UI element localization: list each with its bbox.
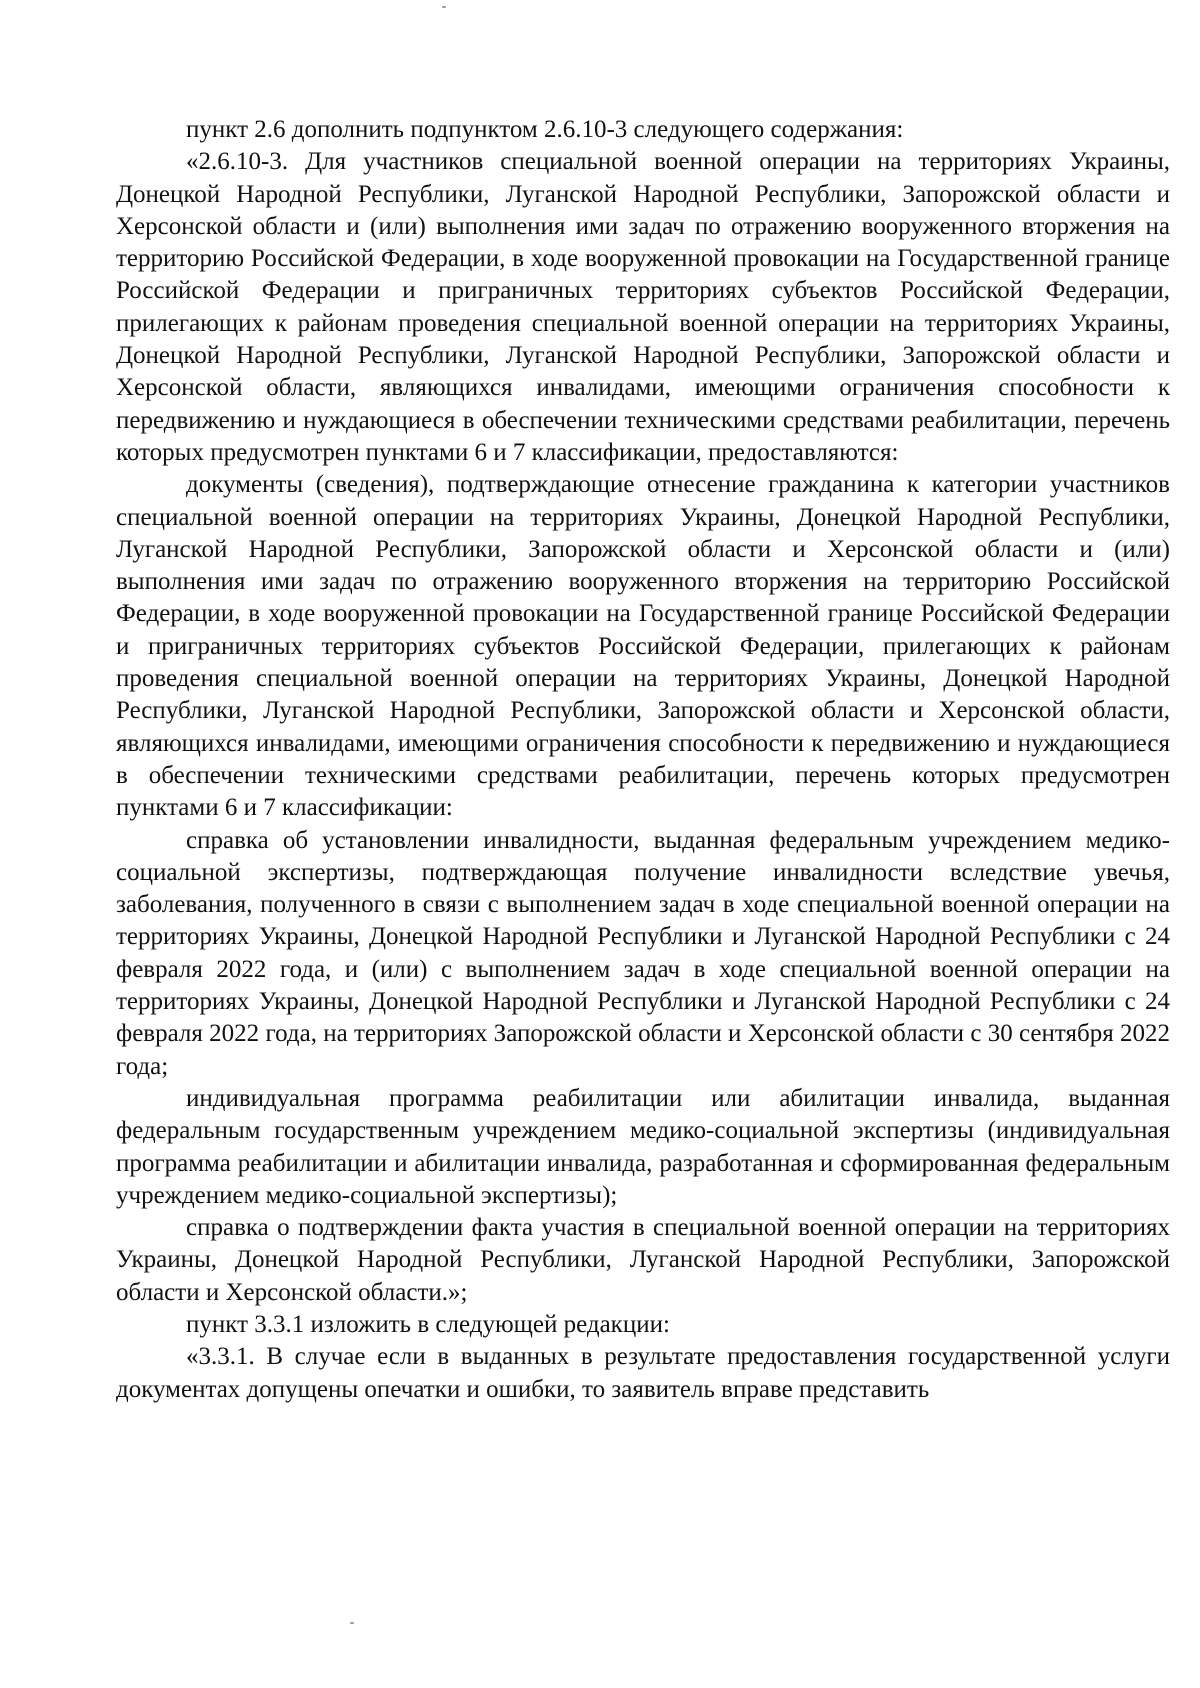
paragraph-rehabilitation-program: индивидуальная программа реабилитации или абилитации инвалида, выданная федеральным государственным учреждением медико-социальной экспертизы (индивидуальная программа реабилитации и абилитации инвалида, разработанная и сформированная федеральным учреждением медико-социальной экспертизы); [116, 1084, 1170, 1209]
paragraph-2-6-10-3: «2.6.10-3. Для участников специальной военной операции на территориях Украины, Донецкой Народной Республики, Луганской Народной Республики, Запорожской области и Херсонской области и (или) выполнения ими задач по отражению вооруженного вторжения на территорию Российской Федерации, в ходе вооруженной провокации на Государственной границе Российской Федерации и приграничных территориях субъектов Российской Федерации, прилегающих к районам проведения специальной военной операции на территориях Украины, Донецкой Народной Республики, Луганской Народной Республики, Запорожской области и Херсонской области, являющихся инвалидами, имеющими ограничения способности к передвижению и нуждающиеся в обеспечении техническими средствами реабилитации, перечень которых предусмотрен пунктами 6 и 7 классификации, предоставляются: [116, 148, 1170, 466]
paragraph-documents-confirming: документы (сведения), подтверждающие отнесение гражданина к категории участников специальной военной операции на территориях Украины, Донецкой Народной Республики, Луганской Народной Республики, Запорожской области и Херсонской области и (или) выполнения ими задач по отражению вооруженного вторжения на территорию Российской Федерации, в ходе вооруженной провокации на Государственной границе Российской Федерации и приграничных территориях субъектов Российской Федерации, прилегающих к районам проведения специальной военной операции на территориях Украины, Донецкой Народной Республики, Луганской Народной Республики, Запорожской области и Херсонской области, являющихся инвалидами, имеющими ограничения способности к передвижению и нуждающиеся в обеспечении техническими средствами реабилитации, перечень которых предусмотрен пунктами 6 и 7 классификации: [116, 471, 1170, 822]
paragraph-amendment-2-6: пункт 2.6 дополнить подпунктом 2.6.10-3 следующего содержания: [186, 116, 904, 143]
scan-speck-bottom [350, 1622, 354, 1624]
scan-speck-top [442, 6, 446, 8]
paragraph-3-3-1: «3.3.1. В случае если в выданных в результате предоставления государственной услуги документах допущены опечатки и ошибки, то заявитель вправе представить [116, 1343, 1170, 1403]
paragraph-participation-certificate: справка о подтверждении факта участия в специальной военной операции на территориях Украины, Донецкой Народной Республики, Луганской Народной Республики, Запорожской области и Херсонской области.»; [116, 1214, 1170, 1306]
paragraph-disability-certificate: справка об установлении инвалидности, выданная федеральным учреждением медико-социальной экспертизы, подтверждающая получение инвалидности вследствие увечья, заболевания, полученного в связи с выполнением задач в ходе специальной военной операции на территориях Украины, Донецкой Народной Республики и Луганской Народной Республики с 24 февраля 2022 года, и (или) с выполнением задач в ходе специальной военной операции на территориях Украины, Донецкой Народной Республики и Луганской Народной Республики с 24 февраля 2022 года, на территориях Запорожской области и Херсонской области с 30 сентября 2022 года; [116, 826, 1170, 1080]
document-body [116, 114, 1170, 1406]
paragraph-amendment-3-3-1: пункт 3.3.1 изложить в следующей редакции: [186, 1310, 670, 1338]
